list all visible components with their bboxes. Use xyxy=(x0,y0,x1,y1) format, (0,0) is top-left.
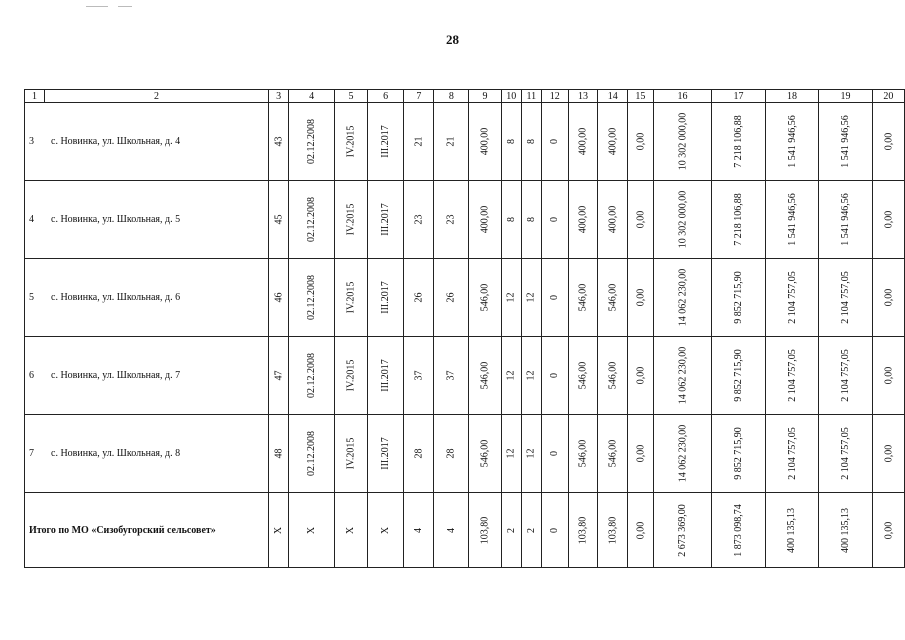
total-c14 xyxy=(598,493,628,568)
cell-value: 546,00 xyxy=(479,283,491,312)
cell-value: 0,00 xyxy=(882,444,894,463)
cell-value: 48 xyxy=(273,448,285,459)
col-header: 4 xyxy=(289,90,335,103)
cell-value: 37 xyxy=(445,370,457,381)
cell-c6 xyxy=(367,181,403,259)
cell-value: 400 135,13 xyxy=(839,507,851,553)
cell-c5 xyxy=(335,103,368,181)
scan-artifact xyxy=(86,6,108,7)
cell-value: Х xyxy=(306,526,318,534)
cell-value: 4 xyxy=(445,527,457,533)
cell-value: 2 104 757,05 xyxy=(839,427,851,480)
cell-c7 xyxy=(404,181,434,259)
col-header: 14 xyxy=(598,90,628,103)
row-number: 4 xyxy=(29,214,34,225)
cell-c7 xyxy=(404,337,434,415)
col-header: 7 xyxy=(404,90,434,103)
cell-c17 xyxy=(712,415,766,493)
total-c10 xyxy=(501,493,521,568)
cell-value: 26 xyxy=(413,292,425,303)
cell-value: 26 xyxy=(445,292,457,303)
cell-c8 xyxy=(434,181,469,259)
cell-value: Х xyxy=(345,526,357,534)
cell-c19 xyxy=(819,103,873,181)
cell-value: IV.2015 xyxy=(345,281,357,314)
cell-value: 37 xyxy=(413,370,425,381)
cell-c10 xyxy=(501,181,521,259)
cell-c7 xyxy=(404,415,434,493)
col-header: 13 xyxy=(568,90,598,103)
cell-value: 546,00 xyxy=(607,361,619,390)
cell-c12 xyxy=(541,103,568,181)
cell-c19 xyxy=(819,181,873,259)
cell-c14 xyxy=(598,259,628,337)
col-header: 8 xyxy=(434,90,469,103)
cell-c5 xyxy=(335,181,368,259)
table-row xyxy=(25,337,905,415)
row-number: 3 xyxy=(29,136,34,147)
cell-c12 xyxy=(541,181,568,259)
cell-value: 9 852 715,90 xyxy=(732,427,744,480)
cell-value: 0,00 xyxy=(882,366,894,385)
cell-value: 546,00 xyxy=(577,361,589,390)
cell-c13 xyxy=(568,181,598,259)
cell-c14 xyxy=(598,103,628,181)
total-c11 xyxy=(521,493,541,568)
cell-value: 47 xyxy=(273,370,285,381)
cell-c6 xyxy=(367,259,403,337)
cell-value: 8 xyxy=(505,139,517,144)
cell-value: 400,00 xyxy=(607,127,619,156)
cell-value: III.2017 xyxy=(380,125,392,158)
total-c4 xyxy=(289,493,335,568)
cell-value: 2 673 369,00 xyxy=(676,503,688,557)
col-header: 19 xyxy=(819,90,873,103)
cell-value: 103,80 xyxy=(577,516,589,544)
cell-c18 xyxy=(765,181,819,259)
cell-c17 xyxy=(712,181,766,259)
col-header: 12 xyxy=(541,90,568,103)
cell-value: 43 xyxy=(273,136,285,147)
cell-value: 02.12.2008 xyxy=(306,353,318,398)
cell-value: 2 104 757,05 xyxy=(839,349,851,402)
cell-c17 xyxy=(712,103,766,181)
cell-value: 1 541 946,56 xyxy=(786,115,798,168)
col-header: 2 xyxy=(44,90,268,103)
cell-c9 xyxy=(469,337,501,415)
cell-value: 23 xyxy=(413,214,425,225)
cell-value: 0,00 xyxy=(634,521,646,539)
cell-c8 xyxy=(434,415,469,493)
cell-c20 xyxy=(872,337,904,415)
cell-c9 xyxy=(469,259,501,337)
cell-c15 xyxy=(628,103,654,181)
cell-c16 xyxy=(653,259,712,337)
total-c18 xyxy=(765,493,819,568)
cell-value: 21 xyxy=(445,136,457,147)
cell-c20 xyxy=(872,259,904,337)
cell-c10 xyxy=(501,337,521,415)
table-row xyxy=(25,181,905,259)
cell-value: 0 xyxy=(549,451,561,456)
cell-value: 0,00 xyxy=(634,132,646,151)
cell-c20 xyxy=(872,415,904,493)
cell-value: 0,00 xyxy=(634,210,646,229)
cell-c19 xyxy=(819,337,873,415)
cell-value: 10 302 000,00 xyxy=(676,112,688,171)
col-header: 1 xyxy=(25,90,45,103)
cell-c9 xyxy=(469,181,501,259)
cell-c15 xyxy=(628,181,654,259)
cell-value: 400,00 xyxy=(577,127,589,156)
cell-value: 02.12.2008 xyxy=(306,431,318,476)
cell-value: 46 xyxy=(273,292,285,303)
cell-value: 400,00 xyxy=(479,127,491,156)
cell-c3 xyxy=(269,103,289,181)
cell-value: III.2017 xyxy=(380,437,392,470)
cell-c13 xyxy=(568,337,598,415)
cell-value: IV.2015 xyxy=(345,359,357,392)
cell-value: 8 xyxy=(525,139,537,144)
cell-c11 xyxy=(521,337,541,415)
cell-value: 14 062 230,00 xyxy=(676,424,688,483)
cell-value: 2 104 757,05 xyxy=(839,271,851,324)
cell-c11 xyxy=(521,259,541,337)
cell-c6 xyxy=(367,415,403,493)
cell-value: IV.2015 xyxy=(345,125,357,158)
cell-value: 4 xyxy=(413,527,425,533)
cell-c3 xyxy=(269,415,289,493)
cell-value: 546,00 xyxy=(479,361,491,390)
cell-c8 xyxy=(434,259,469,337)
cell-c13 xyxy=(568,415,598,493)
cell-value: 8 xyxy=(505,217,517,222)
header-row xyxy=(25,90,905,103)
cell-c15 xyxy=(628,415,654,493)
cell-value: 400,00 xyxy=(607,205,619,234)
cell-c9 xyxy=(469,415,501,493)
cell-c7 xyxy=(404,103,434,181)
cell-value: 1 541 946,56 xyxy=(786,193,798,246)
cell-value: 0,00 xyxy=(882,210,894,229)
cell-value: 546,00 xyxy=(577,283,589,312)
col-header: 15 xyxy=(628,90,654,103)
col-header: 6 xyxy=(367,90,403,103)
cell-value: 28 xyxy=(413,448,425,459)
cell-value: 400,00 xyxy=(577,205,589,234)
col-header: 10 xyxy=(501,90,521,103)
cell-c8 xyxy=(434,103,469,181)
cell-value: 103,80 xyxy=(607,516,619,544)
cell-c14 xyxy=(598,415,628,493)
cell-c18 xyxy=(765,415,819,493)
cell-value: 02.12.2008 xyxy=(306,197,318,242)
cell-c3 xyxy=(269,259,289,337)
cell-c11 xyxy=(521,415,541,493)
cell-value: Х xyxy=(273,526,285,534)
cell-value: 12 xyxy=(525,292,537,303)
total-c20 xyxy=(872,493,904,568)
cell-c13 xyxy=(568,103,598,181)
cell-value: 400 135,13 xyxy=(786,507,798,553)
cell-c17 xyxy=(712,337,766,415)
cell-value: 0,00 xyxy=(634,366,646,385)
cell-c15 xyxy=(628,337,654,415)
cell-c13 xyxy=(568,259,598,337)
cell-value: 7 218 106,88 xyxy=(732,193,744,246)
cell-c18 xyxy=(765,259,819,337)
col-header: 3 xyxy=(269,90,289,103)
col-header: 9 xyxy=(469,90,501,103)
cell-c20 xyxy=(872,103,904,181)
cell-value: 400,00 xyxy=(479,205,491,234)
address-cell xyxy=(25,415,269,493)
total-c13 xyxy=(568,493,598,568)
cell-c4 xyxy=(289,259,335,337)
col-header: 11 xyxy=(521,90,541,103)
cell-value: III.2017 xyxy=(380,203,392,236)
cell-c20 xyxy=(872,181,904,259)
cell-c16 xyxy=(653,415,712,493)
total-c3 xyxy=(269,493,289,568)
cell-value: 2 104 757,05 xyxy=(786,271,798,324)
cell-value: 8 xyxy=(525,217,537,222)
cell-value: 9 852 715,90 xyxy=(732,349,744,402)
cell-c3 xyxy=(269,181,289,259)
cell-value: 23 xyxy=(445,214,457,225)
address-cell xyxy=(25,181,269,259)
cell-c19 xyxy=(819,259,873,337)
total-c6 xyxy=(367,493,403,568)
cell-value: 2 xyxy=(505,527,517,533)
cell-value: 28 xyxy=(445,448,457,459)
cell-value: 0 xyxy=(549,527,561,533)
cell-value: 0 xyxy=(549,373,561,378)
cell-value: 12 xyxy=(525,370,537,381)
cell-value: 103,80 xyxy=(479,516,491,544)
cell-value: III.2017 xyxy=(380,359,392,392)
cell-value: 02.12.2008 xyxy=(306,275,318,320)
cell-c10 xyxy=(501,103,521,181)
cell-value: 0,00 xyxy=(634,444,646,463)
cell-value: Х xyxy=(380,526,392,534)
row-number: 6 xyxy=(29,370,34,381)
cell-value: III.2017 xyxy=(380,281,392,314)
total-c12 xyxy=(541,493,568,568)
total-c19 xyxy=(819,493,873,568)
table-row xyxy=(25,415,905,493)
cell-value: 0 xyxy=(549,139,561,144)
address-text: с. Новинка, ул. Школьная, д. 5 xyxy=(51,214,181,225)
cell-c5 xyxy=(335,259,368,337)
total-c7 xyxy=(404,493,434,568)
cell-c9 xyxy=(469,103,501,181)
cell-value: 0,00 xyxy=(634,288,646,307)
cell-value: 546,00 xyxy=(607,283,619,312)
cell-c17 xyxy=(712,259,766,337)
col-header: 16 xyxy=(653,90,712,103)
register-table xyxy=(24,89,905,568)
cell-c3 xyxy=(269,337,289,415)
cell-value: 45 xyxy=(273,214,285,225)
cell-c12 xyxy=(541,337,568,415)
cell-value: 1 541 946,56 xyxy=(839,115,851,168)
cell-c18 xyxy=(765,103,819,181)
cell-value: 1 541 946,56 xyxy=(839,193,851,246)
address-text: с. Новинка, ул. Школьная, д. 7 xyxy=(51,370,181,381)
cell-value: 14 062 230,00 xyxy=(676,268,688,327)
scan-artifact xyxy=(118,6,132,7)
cell-value: 7 218 106,88 xyxy=(732,115,744,168)
cell-c6 xyxy=(367,337,403,415)
address-cell xyxy=(25,337,269,415)
cell-value: 0,00 xyxy=(882,132,894,151)
cell-c5 xyxy=(335,337,368,415)
total-c9 xyxy=(469,493,501,568)
cell-c14 xyxy=(598,181,628,259)
cell-c4 xyxy=(289,337,335,415)
page-number: 28 xyxy=(446,32,459,47)
col-header: 20 xyxy=(872,90,904,103)
cell-c4 xyxy=(289,103,335,181)
row-number: 7 xyxy=(29,448,34,459)
cell-c16 xyxy=(653,181,712,259)
address-cell xyxy=(25,103,269,181)
cell-c11 xyxy=(521,181,541,259)
cell-c14 xyxy=(598,337,628,415)
cell-value: 2 104 757,05 xyxy=(786,349,798,402)
total-row xyxy=(25,493,905,568)
col-header: 17 xyxy=(712,90,766,103)
address-text: с. Новинка, ул. Школьная, д. 8 xyxy=(51,448,181,459)
total-c17 xyxy=(712,493,766,568)
cell-value: 0 xyxy=(549,217,561,222)
table-row xyxy=(25,103,905,181)
cell-value: 1 873 098,74 xyxy=(732,503,744,557)
cell-c11 xyxy=(521,103,541,181)
cell-c10 xyxy=(501,415,521,493)
total-c5 xyxy=(335,493,368,568)
cell-value: 2 104 757,05 xyxy=(786,427,798,480)
cell-value: 546,00 xyxy=(479,439,491,468)
col-header: 18 xyxy=(765,90,819,103)
total-label: Итого по МО «Сизобугорский сельсовет» xyxy=(25,493,269,568)
cell-value: 9 852 715,90 xyxy=(732,271,744,324)
address-text: с. Новинка, ул. Школьная, д. 6 xyxy=(51,292,181,303)
total-c16 xyxy=(653,493,712,568)
cell-c16 xyxy=(653,103,712,181)
cell-c19 xyxy=(819,415,873,493)
cell-value: 21 xyxy=(413,136,425,147)
total-c15 xyxy=(628,493,654,568)
cell-c5 xyxy=(335,415,368,493)
cell-c18 xyxy=(765,337,819,415)
cell-c16 xyxy=(653,337,712,415)
cell-c12 xyxy=(541,259,568,337)
total-c8 xyxy=(434,493,469,568)
cell-value: IV.2015 xyxy=(345,437,357,470)
col-header: 5 xyxy=(335,90,368,103)
cell-c4 xyxy=(289,181,335,259)
cell-value: 12 xyxy=(505,370,517,381)
cell-c15 xyxy=(628,259,654,337)
cell-value: 02.12.2008 xyxy=(306,119,318,164)
address-cell xyxy=(25,259,269,337)
cell-value: 0,00 xyxy=(882,521,894,539)
cell-value: 12 xyxy=(525,448,537,459)
address-text: с. Новинка, ул. Школьная, д. 4 xyxy=(51,136,181,147)
cell-value: 0 xyxy=(549,295,561,300)
cell-c7 xyxy=(404,259,434,337)
cell-c10 xyxy=(501,259,521,337)
cell-value: 546,00 xyxy=(607,439,619,468)
cell-c8 xyxy=(434,337,469,415)
cell-c12 xyxy=(541,415,568,493)
cell-value: 0,00 xyxy=(882,288,894,307)
cell-value: 12 xyxy=(505,448,517,459)
cell-c6 xyxy=(367,103,403,181)
cell-value: 14 062 230,00 xyxy=(676,346,688,405)
cell-value: 2 xyxy=(525,527,537,533)
cell-value: 546,00 xyxy=(577,439,589,468)
cell-c4 xyxy=(289,415,335,493)
table-row xyxy=(25,259,905,337)
cell-value: 10 302 000,00 xyxy=(676,190,688,249)
row-number: 5 xyxy=(29,292,34,303)
cell-value: 12 xyxy=(505,292,517,303)
cell-value: IV.2015 xyxy=(345,203,357,236)
